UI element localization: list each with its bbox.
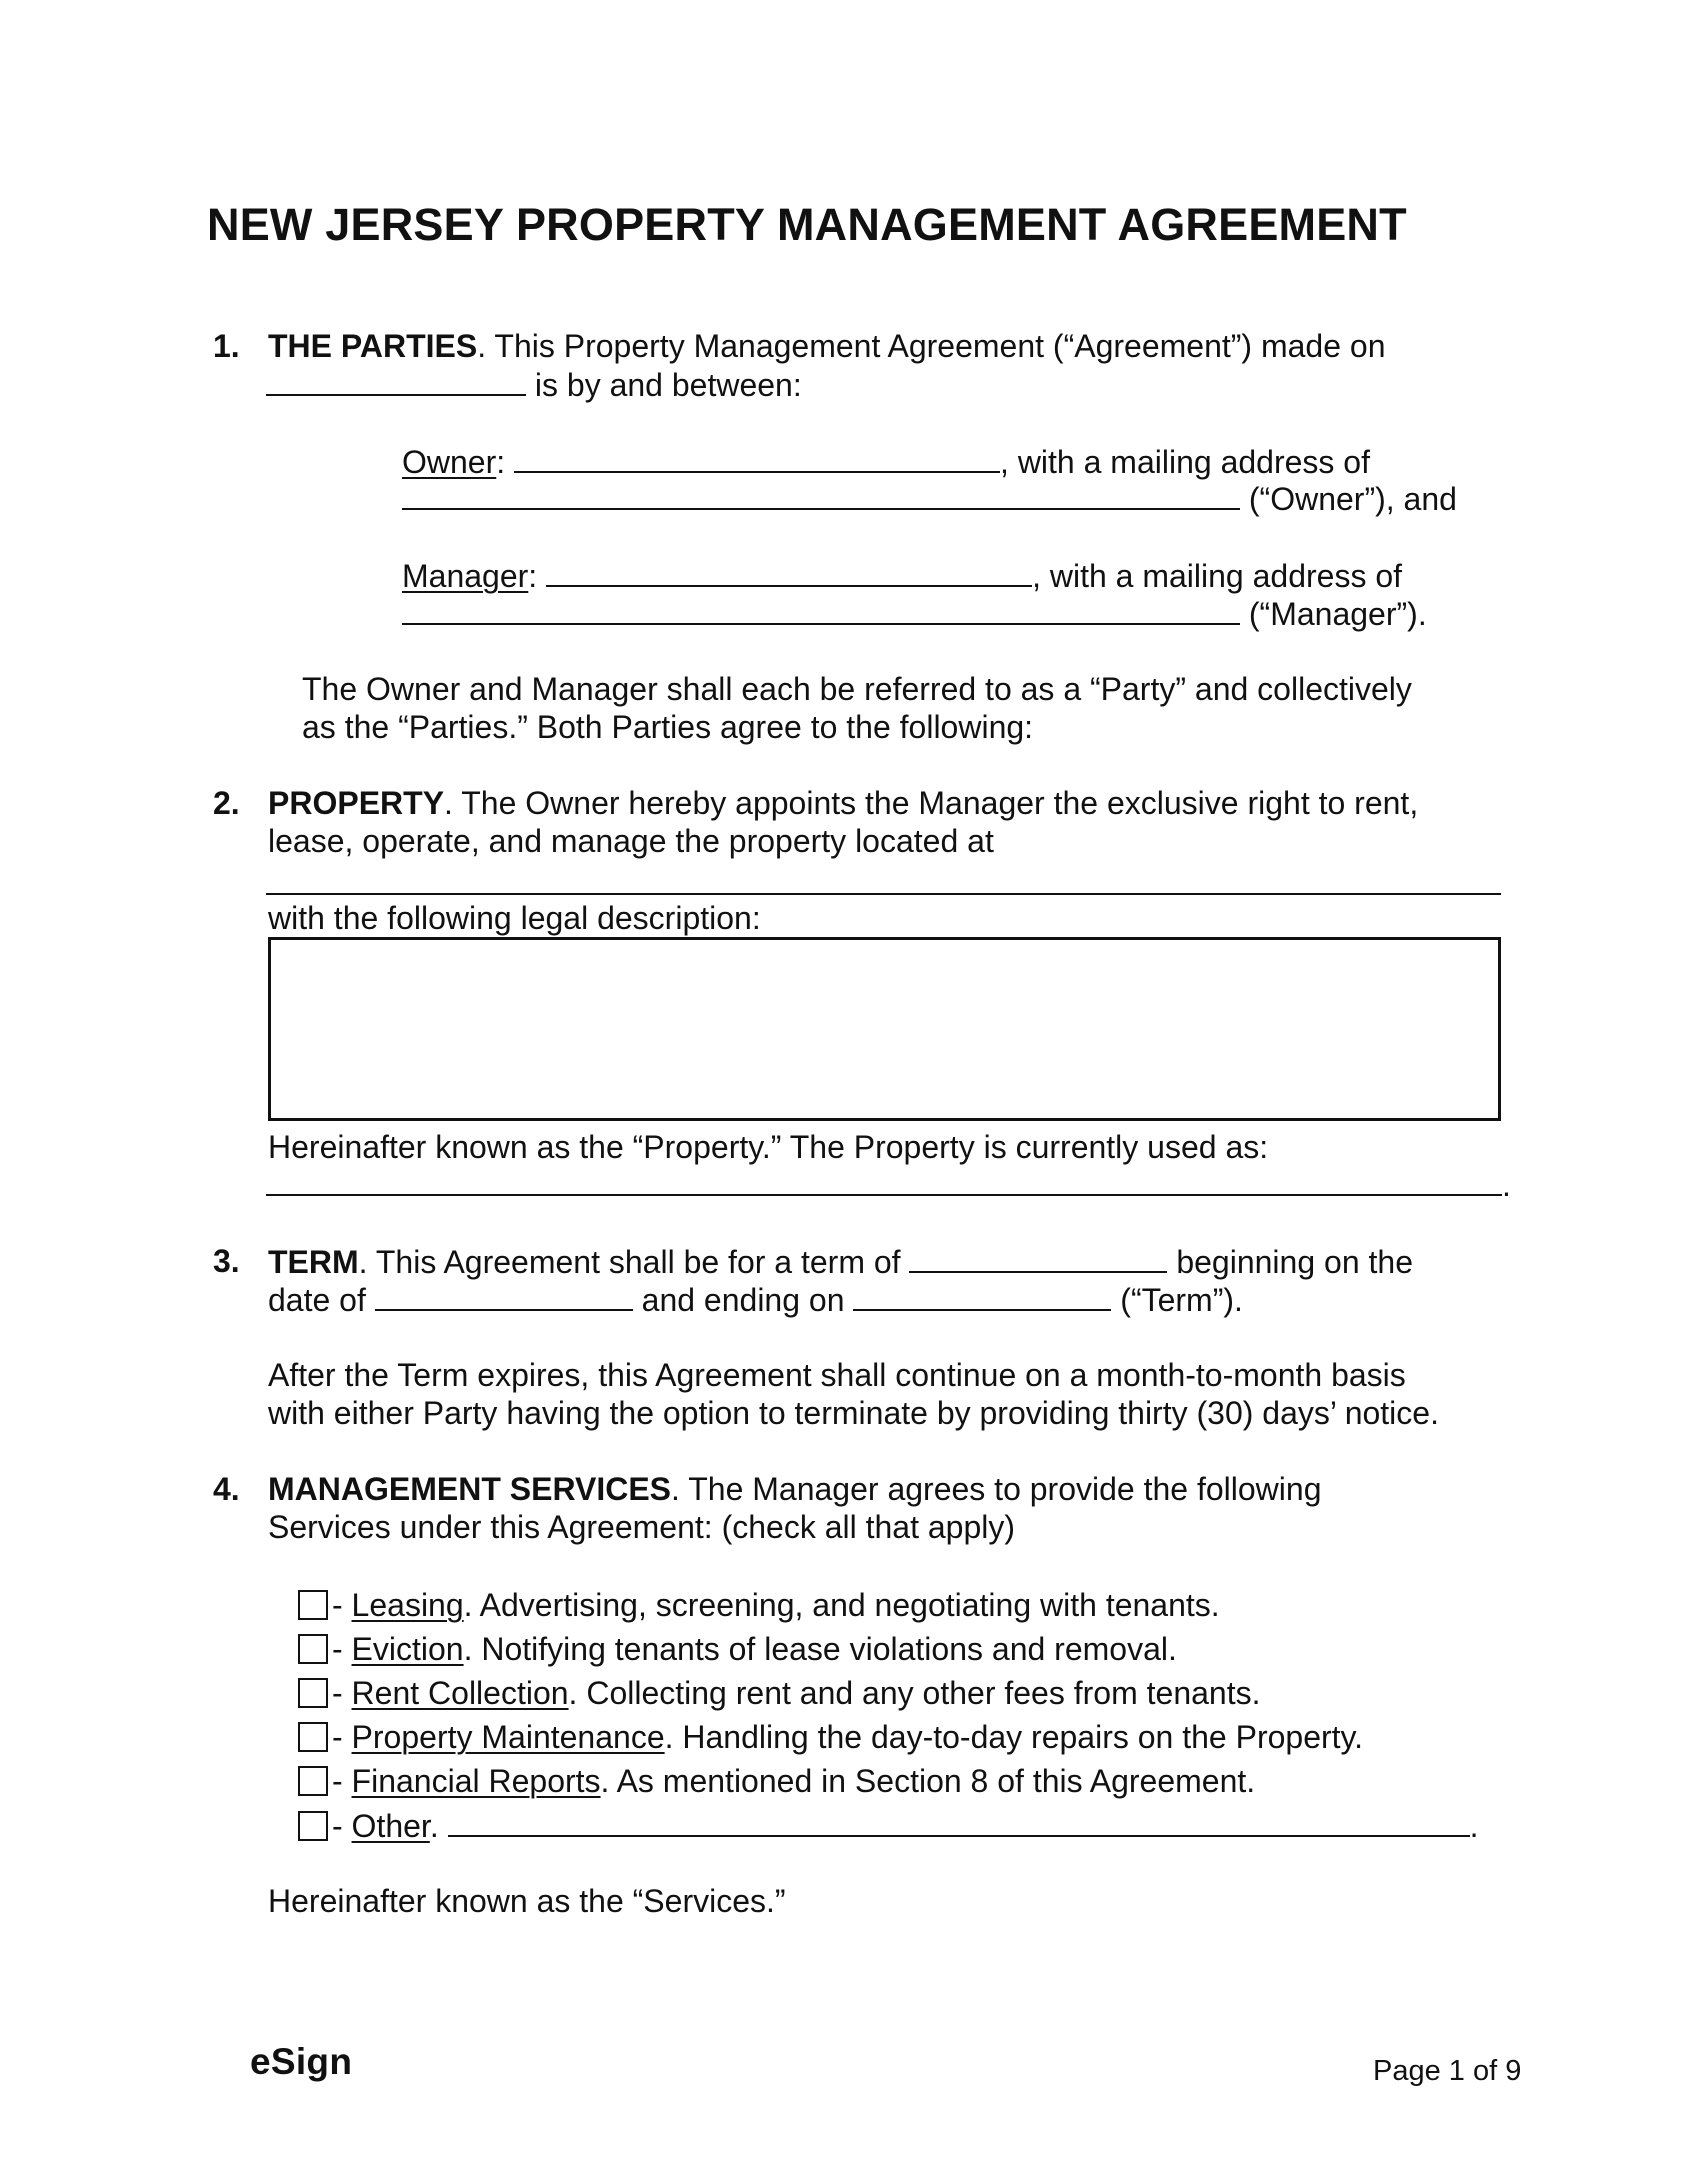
page-number: Page 1 of 9 xyxy=(1373,2055,1522,2087)
service-item-rent-collection xyxy=(298,1677,1260,1709)
property-use-field[interactable] xyxy=(266,1168,1502,1196)
term-paragraph-line-2: with either Party having the option to terminate by providing thirty (30) days’ notice. xyxy=(268,1395,1439,1431)
parties-paragraph-line-2: as the “Parties.” Both Parties agree to the following: xyxy=(302,709,1034,745)
other-checkbox[interactable] xyxy=(298,1811,328,1841)
manager-line-2 xyxy=(402,597,1427,630)
rent-collection-checkbox[interactable] xyxy=(298,1678,328,1708)
service-desc: . Advertising, screening, and negotiating with tenants. xyxy=(463,1587,1220,1623)
agreement-date-field[interactable] xyxy=(266,368,526,396)
section-3-text-d: and ending on xyxy=(632,1282,845,1318)
property-use-line xyxy=(266,1168,1511,1201)
service-item-financial-reports xyxy=(298,1765,1255,1797)
property-address-field[interactable] xyxy=(266,893,1501,895)
manager-mid-text: , with a mailing address of xyxy=(1032,558,1403,594)
leasing-checkbox[interactable] xyxy=(298,1590,328,1620)
service-dash: - xyxy=(332,1808,352,1844)
section-1-text-a: . This Property Management Agreement (“Agreement”) made on xyxy=(477,328,1386,364)
services-hereinafter-text: Hereinafter known as the “Services.” xyxy=(268,1883,786,1919)
section-2-line-1-text: . The Owner hereby appoints the Manager the exclusive right to rent, xyxy=(444,785,1419,821)
manager-name-field[interactable] xyxy=(546,559,1032,587)
service-desc: . xyxy=(429,1808,448,1844)
section-1-text-b: is by and between: xyxy=(526,367,802,403)
section-1-line-2 xyxy=(266,368,802,401)
manager-end-text: (“Manager”). xyxy=(1240,596,1427,632)
parties-paragraph-line-1: The Owner and Manager shall each be referred to as a “Party” and collectively xyxy=(302,671,1412,707)
section-1-number: 1. xyxy=(213,328,240,364)
service-desc: . Notifying tenants of lease violations and removal. xyxy=(463,1631,1177,1667)
financial-reports-checkbox[interactable] xyxy=(298,1766,328,1796)
term-start-date-field[interactable] xyxy=(375,1283,633,1311)
term-paragraph-line-1: After the Term expires, this Agreement shall continue on a month-to-month basis xyxy=(268,1357,1406,1393)
service-desc: . Handling the day-to-day repairs on the Property. xyxy=(664,1719,1364,1755)
service-label: Other xyxy=(351,1808,430,1844)
owner-address-field[interactable] xyxy=(402,482,1240,510)
other-period: . xyxy=(1469,1808,1479,1844)
manager-label: Manager xyxy=(402,558,529,594)
service-desc: . Collecting rent and any other fees from tenants. xyxy=(568,1675,1261,1711)
service-dash: - xyxy=(332,1719,352,1755)
section-3-text-a: . This Agreement shall be for a term of xyxy=(358,1244,901,1280)
service-dash: - xyxy=(332,1587,352,1623)
service-label: Eviction xyxy=(351,1631,464,1667)
manager-line-1 xyxy=(402,559,1402,592)
service-dash: - xyxy=(332,1675,352,1711)
section-2-heading: PROPERTY xyxy=(268,785,445,821)
owner-line-1 xyxy=(402,445,1370,478)
legal-description-box[interactable] xyxy=(268,937,1501,1121)
service-label: Leasing xyxy=(351,1587,464,1623)
legal-description-label: with the following legal description: xyxy=(268,900,761,936)
service-item-leasing xyxy=(298,1589,1220,1621)
service-label: Financial Reports xyxy=(351,1763,601,1799)
eviction-checkbox[interactable] xyxy=(298,1634,328,1664)
document-title: NEW JERSEY PROPERTY MANAGEMENT AGREEMENT xyxy=(207,199,1407,250)
section-2-number: 2. xyxy=(213,785,240,821)
section-3-text-e: (“Term”). xyxy=(1111,1282,1243,1318)
section-3-number: 3. xyxy=(213,1243,240,1279)
service-item-property-maintenance xyxy=(298,1721,1363,1753)
section-4-line-1 xyxy=(268,1473,1321,1505)
manager-colon: : xyxy=(528,558,538,594)
service-label: Rent Collection xyxy=(351,1675,569,1711)
esign-logo: eSign xyxy=(250,2041,353,2082)
owner-end-text: (“Owner”), and xyxy=(1240,481,1457,517)
section-4-number: 4. xyxy=(213,1471,240,1507)
section-4-line-1-text: . The Manager agrees to provide the following xyxy=(671,1471,1322,1507)
section-4-heading: MANAGEMENT SERVICES xyxy=(268,1471,672,1507)
property-maintenance-checkbox[interactable] xyxy=(298,1722,328,1752)
section-3-line-1 xyxy=(268,1245,1413,1278)
owner-colon: : xyxy=(496,444,506,480)
owner-line-2 xyxy=(402,482,1457,515)
owner-label: Owner xyxy=(402,444,497,480)
section-1-line-1 xyxy=(268,330,1385,362)
section-2-line-1 xyxy=(268,787,1418,819)
manager-address-field[interactable] xyxy=(402,597,1240,625)
section-1-heading: THE PARTIES xyxy=(268,328,478,364)
section-4-line-2: Services under this Agreement: (check all that apply) xyxy=(268,1509,1016,1545)
term-length-field[interactable] xyxy=(909,1245,1167,1273)
owner-mid-text: , with a mailing address of xyxy=(1000,444,1370,480)
term-end-date-field[interactable] xyxy=(853,1283,1111,1311)
service-dash: - xyxy=(332,1763,352,1799)
other-service-field[interactable] xyxy=(448,1809,1470,1837)
service-desc: . As mentioned in Section 8 of this Agreement. xyxy=(600,1763,1256,1799)
section-3-heading: TERM xyxy=(268,1244,359,1280)
owner-name-field[interactable] xyxy=(514,445,1000,473)
service-dash: - xyxy=(332,1631,352,1667)
section-3-text-b: beginning on the xyxy=(1167,1244,1413,1280)
property-hereinafter-text: Hereinafter known as the “Property.” The Property is currently used as: xyxy=(268,1129,1269,1165)
service-item-other xyxy=(298,1809,1478,1842)
property-use-period: . xyxy=(1502,1167,1511,1203)
section-2-line-2: lease, operate, and manage the property located at xyxy=(268,823,994,859)
service-item-eviction xyxy=(298,1633,1177,1665)
section-3-line-2 xyxy=(268,1283,1243,1316)
section-3-text-c: date of xyxy=(268,1282,366,1318)
service-label: Property Maintenance xyxy=(351,1719,665,1755)
